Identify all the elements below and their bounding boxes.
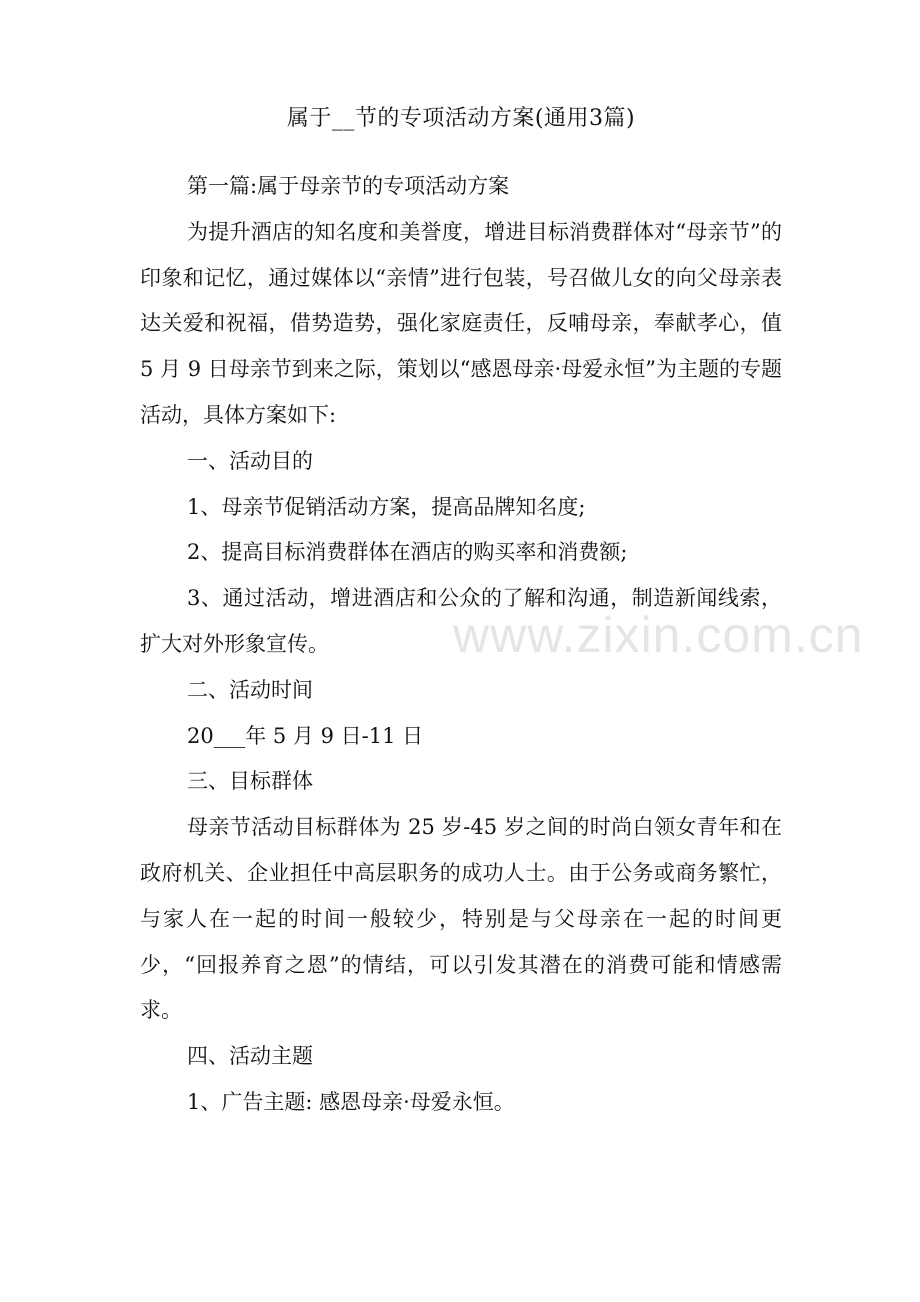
section-heading-time: 二、活动时间 [187,677,313,702]
watermark-text: www.zixin.com.cn [453,607,864,663]
purpose-item-1: 1、母亲节促销活动方案，提高品牌知名度; [187,494,586,519]
purpose-item-2: 2、提高目标消费群体在酒店的购买率和消费额; [187,540,628,565]
section-heading-target-group: 三、目标群体 [187,769,313,794]
section-heading-part-one: 第一篇:属于母亲节的专项活动方案 [187,174,510,198]
theme-item-1: 1、广告主题: 感恩母亲·母爱永恒。 [187,1089,515,1114]
purpose-item-3: 3、通过活动，增进酒店和公众的了解和沟通，制造新闻线索，扩大对外形象宣传。 [140,586,782,656]
target-group-paragraph: 母亲节活动目标群体为 25 岁-45 岁之间的时尚白领女青年和在政府机关、企业担任中高层职务的成功人士。由于公务或商务繁忙，与家人在一起的时间一般较少，特别是与父母亲在一起的时间更少，“回报养育之恩”的情结，可以引发其潜在的消费可能和情感需求。 [140,815,782,1023]
section-heading-purpose: 一、活动目的 [187,448,313,473]
intro-paragraph: 为提升酒店的知名度和美誉度，增进目标消费群体对“母亲节”的印象和记忆，通过媒体以“亲情”进行包装，号召做儿女的向父母亲表达关爱和祝福，借势造势，强化家庭责任，反哺母亲，奉献孝心，值 5 月 9 日母亲节到来之际，策划以“感恩母亲·母爱永恒”为主题的专题活动，具体方案如下: [140,219,782,427]
activity-date: 20___年 5 月 9 日-11 日 [187,723,424,748]
section-heading-theme: 四、活动主题 [187,1044,313,1069]
document-page [140,104,782,1126]
document-title: 属于__节的专项活动方案(通用3篇) [286,106,636,131]
